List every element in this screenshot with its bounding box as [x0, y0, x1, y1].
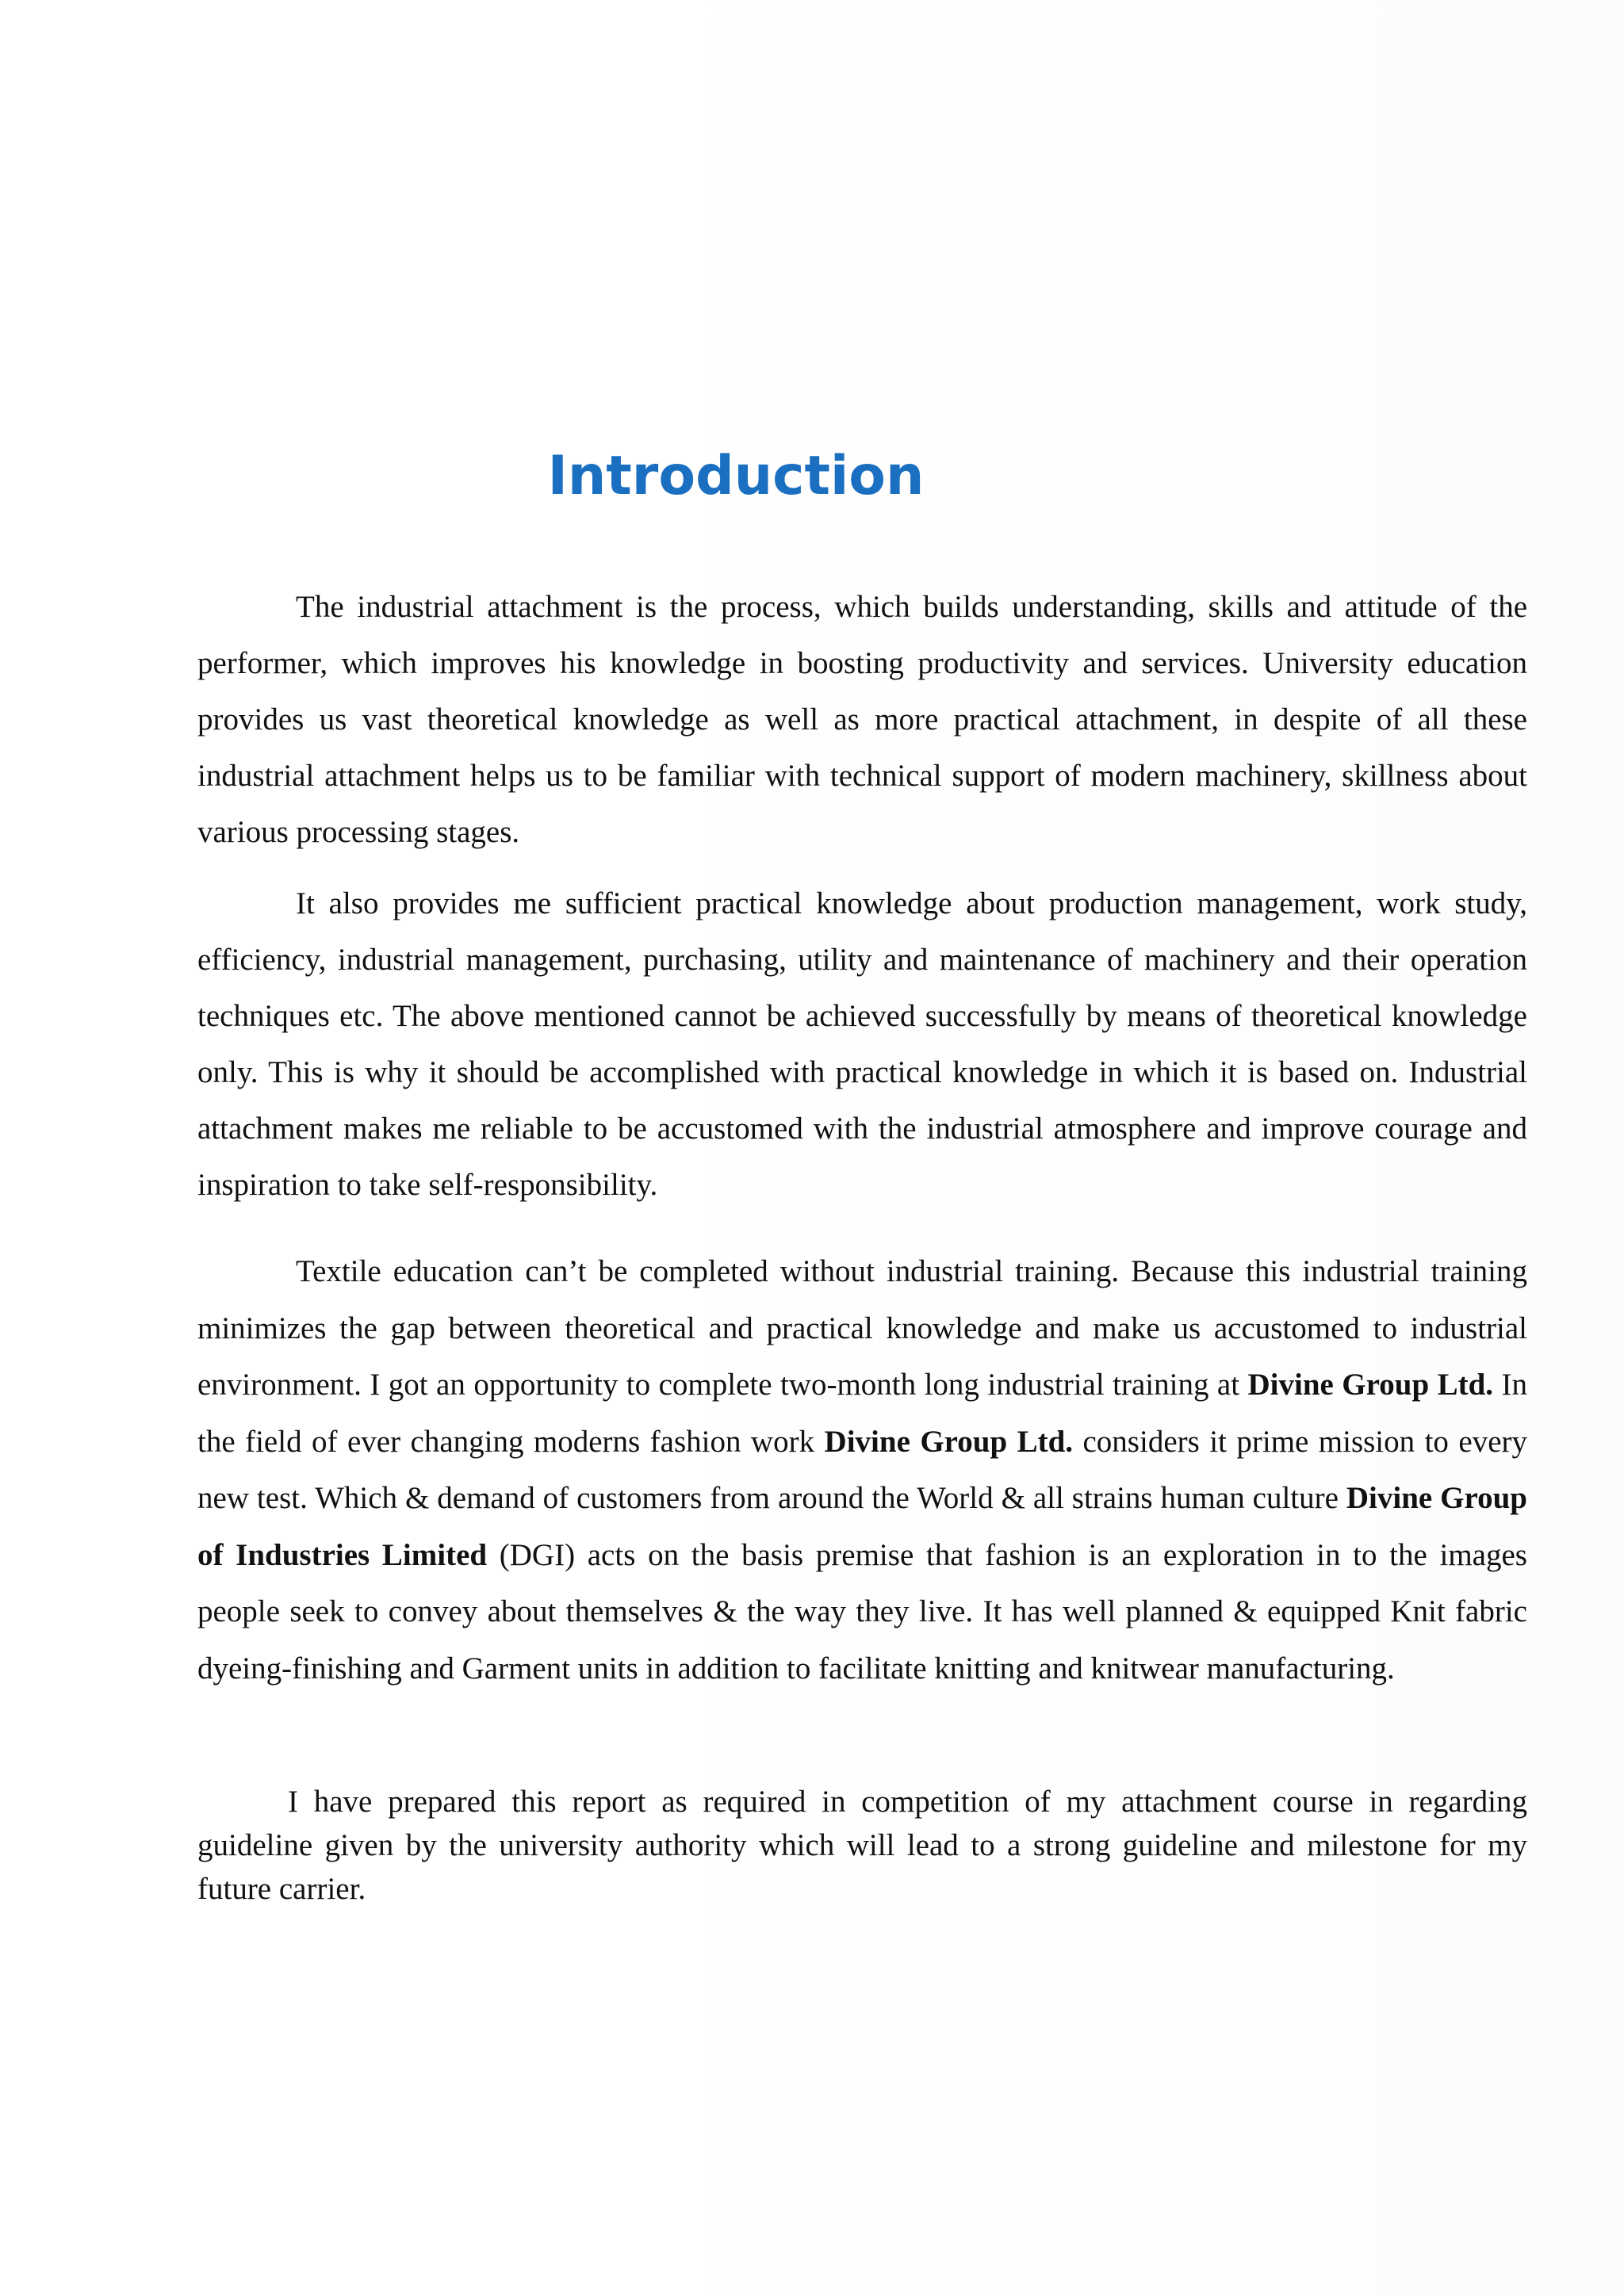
paragraph-4: I have prepared this report as required in competition of my attachment course in regarding guideline given by the university authority which will lead to a strong guideline and milestone for my future carrier. [197, 1785, 1527, 1906]
paragraph-3-text: (DGI) acts on the basis premise that fashion is an exploration in to the images people seek to convey about themselves & the way they live. It has well planned & equipped Knit fabric dyeing-finishing and Garment units in addition to facilitate knitting and knitwear manufacturing. [197, 1537, 1527, 1686]
paragraph-3-text: In the field of ever changing moderns fashion work [197, 1368, 1527, 1459]
company-name-bold: Divine Group Ltd. [824, 1424, 1074, 1459]
page-title: Introduction [547, 445, 925, 507]
paragraph-3 [197, 1243, 1527, 1697]
paragraph-2: It also provides me sufficient practical knowledge about production management, work study, efficiency, industrial management, purchasing, utility and maintenance of machinery and their operation techniques etc. The above mentioned cannot be achieved successfully by means of theoretical knowledge only. This is why it should be accomplished with practical knowledge in which it is based on. Industrial attachment makes me reliable to be accustomed with the industrial atmosphere and improve courage and inspiration to take self-responsibility. [197, 886, 1527, 1202]
paragraph-1: The industrial attachment is the process, which builds understanding, skills and attitude of the performer, which improves his knowledge in boosting productivity and services. University education provides us vast theoretical knowledge as well as more practical attachment, in despite of all these industrial attachment helps us to be familiar with technical support of modern machinery, skillness about various processing stages. [197, 590, 1527, 849]
paragraph-3-text: considers it prime mission to every new test. Which & demand of customers from around the World & all strains human culture [197, 1424, 1527, 1515]
company-name-bold: Divine Group Ltd. [1247, 1368, 1494, 1402]
paragraph-3-text: Textile education can’t be completed without industrial training. Because this industrial training minimizes the gap between theoretical and practical knowledge and make us accustomed to industrial environment. I got an opportunity to complete two-month long industrial training at [197, 1254, 1527, 1402]
company-full-name-bold: Divine Group of Industries Limited [197, 1481, 1527, 1572]
